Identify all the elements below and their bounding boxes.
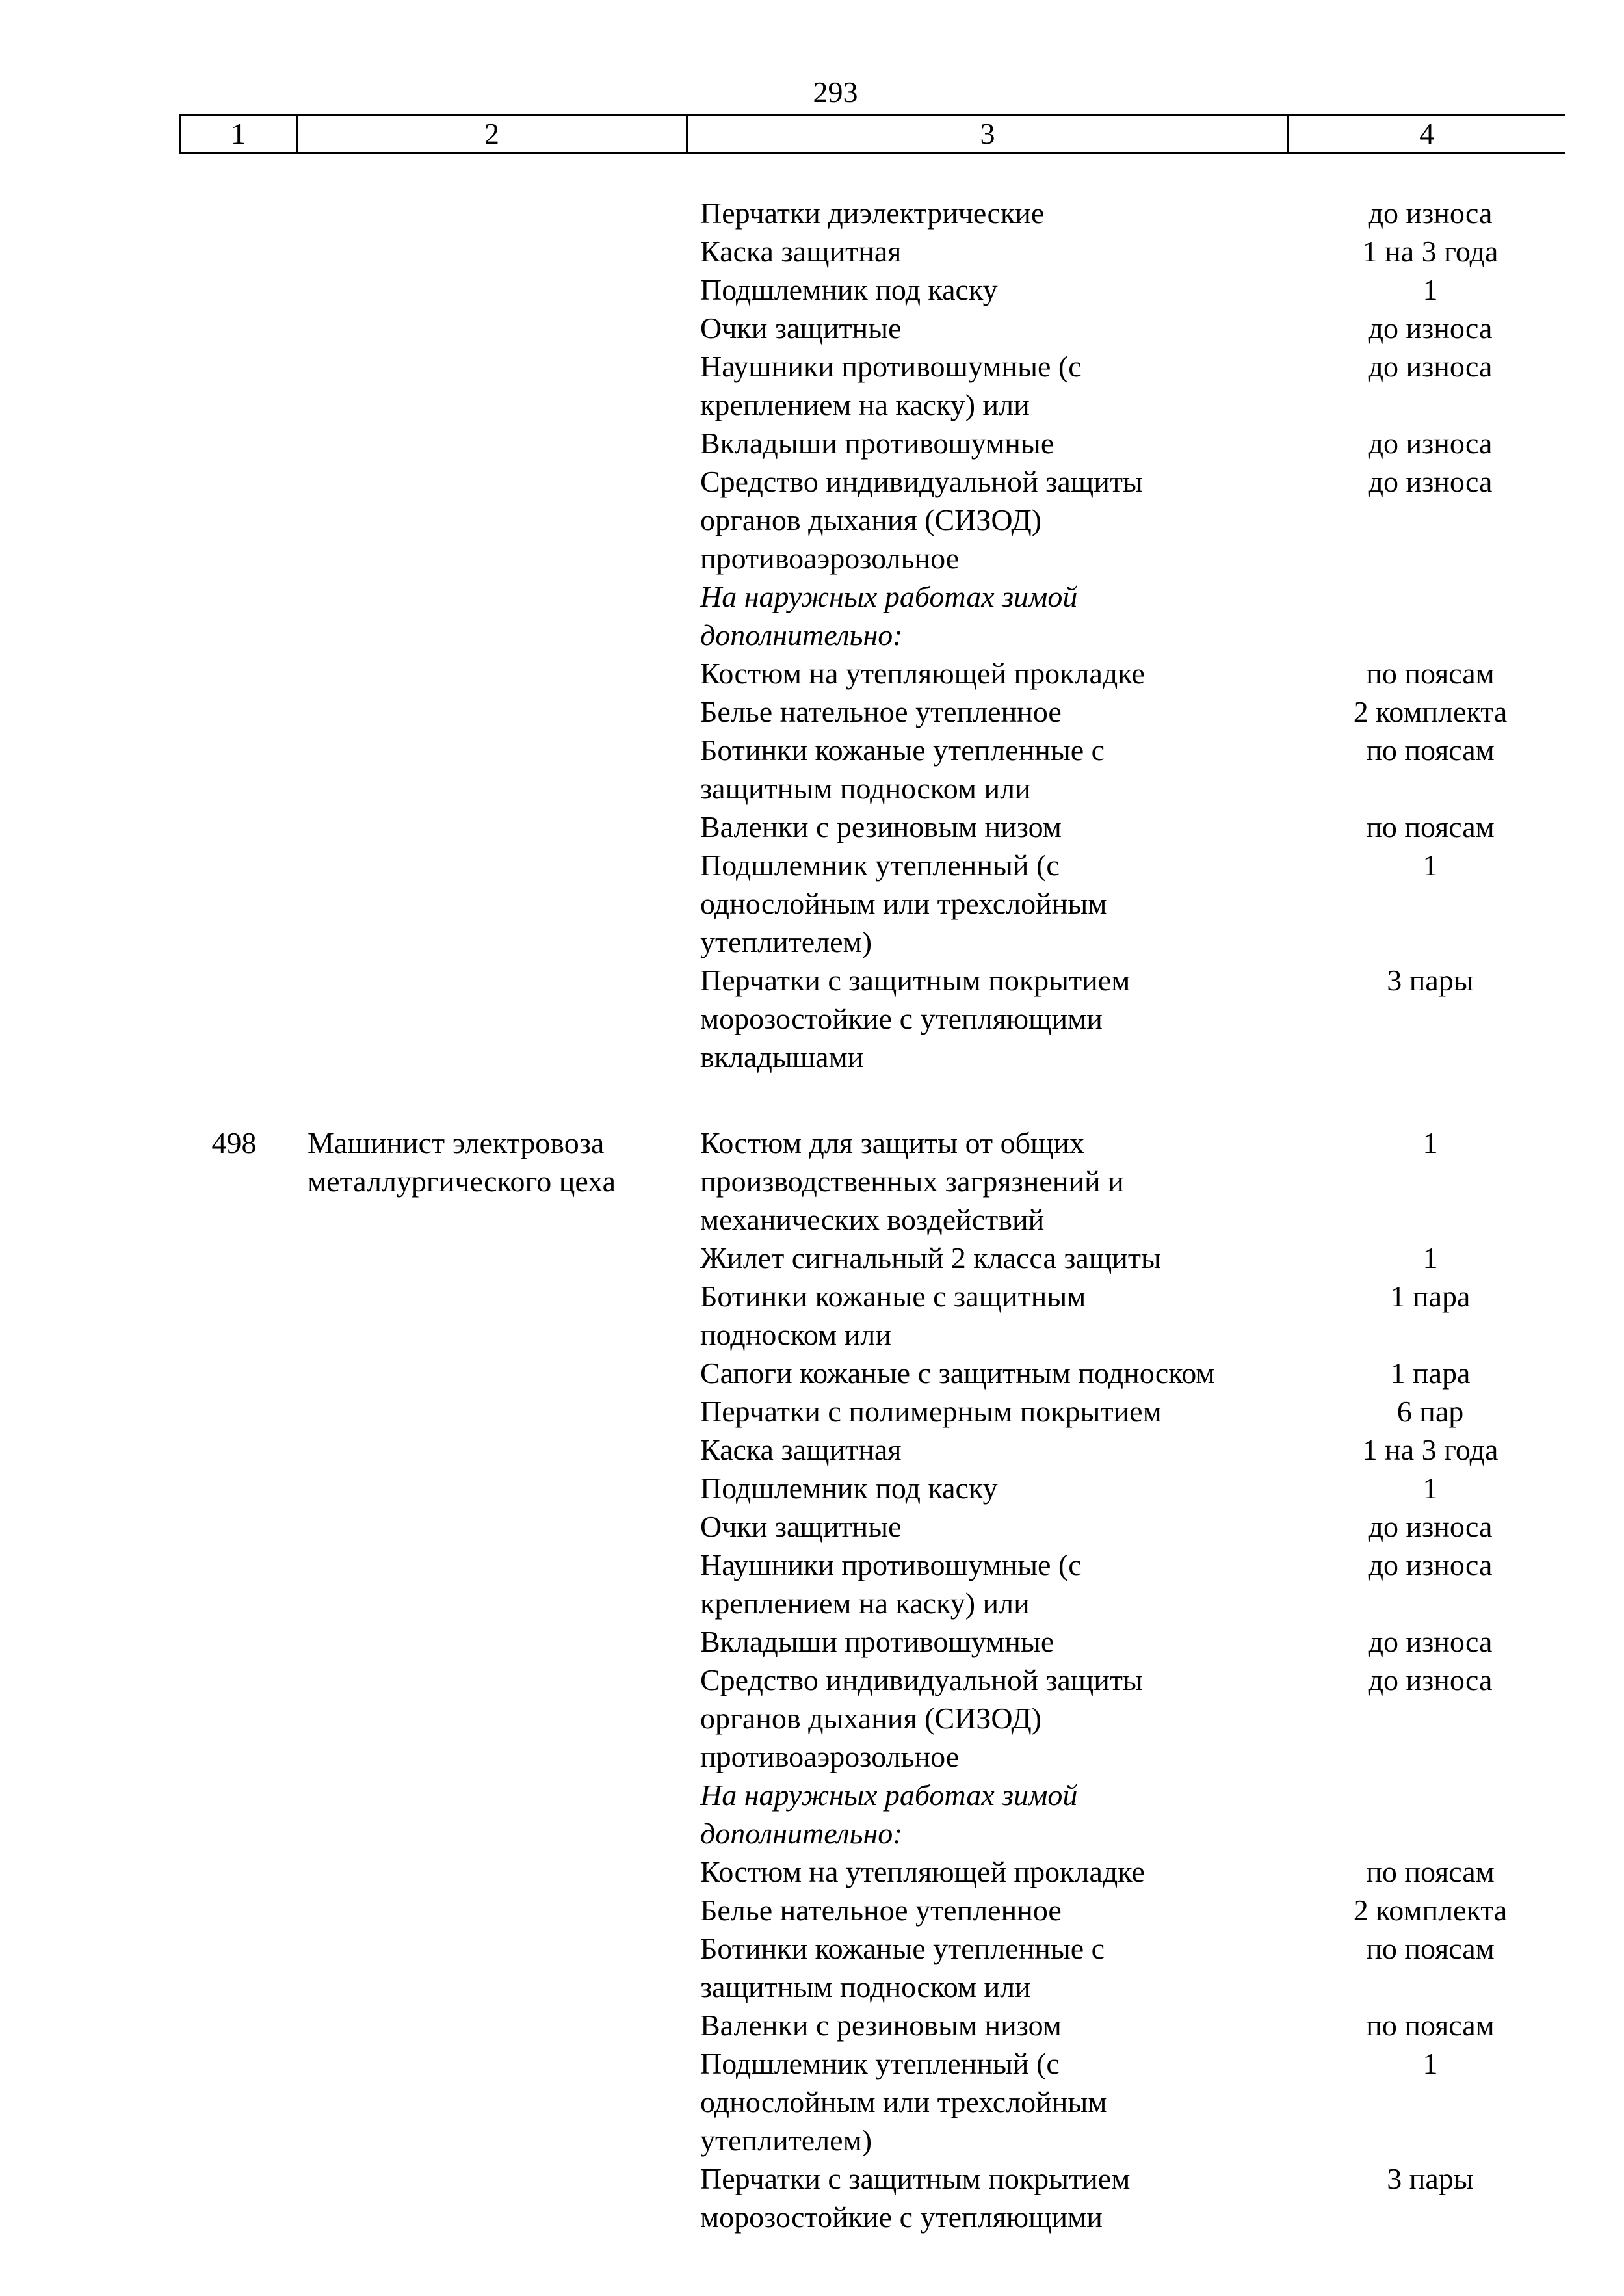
ppe-item-line: На наружных работах зимой bbox=[700, 580, 1078, 613]
ppe-item-name bbox=[700, 1277, 1298, 1354]
ppe-item-line: Очки защитные bbox=[700, 1510, 902, 1543]
ppe-item-line: Наушники противошумные (с bbox=[700, 350, 1082, 383]
ppe-item-line: механических воздействий bbox=[700, 1203, 1045, 1236]
ppe-item-name bbox=[700, 1124, 1298, 1239]
column-header-2: 2 bbox=[297, 115, 687, 153]
ppe-item-line: дополнительно: bbox=[700, 618, 903, 652]
ppe-item-line: Белье нательное утепленное bbox=[700, 1894, 1062, 1927]
ppe-issue-norm: 2 комплекта bbox=[1353, 1894, 1508, 1927]
ppe-item-line: Наушники противошумные (с bbox=[700, 1548, 1082, 1581]
entry-number: 498 bbox=[211, 1126, 257, 1159]
ppe-item-name bbox=[700, 1891, 1298, 1929]
ppe-issue-norm: 1 bbox=[1422, 849, 1438, 882]
ppe-issue-norm: 3 пары bbox=[1387, 2162, 1474, 2195]
ppe-item-line: Костюм для защиты от общих bbox=[700, 1126, 1085, 1159]
ppe-item-name bbox=[700, 2006, 1298, 2044]
ppe-item-line: Средство индивидуальной защиты bbox=[700, 465, 1143, 498]
ppe-item-name bbox=[700, 1507, 1298, 1546]
column-header-4: 4 bbox=[1289, 115, 1565, 153]
ppe-issue-norm: 1 пара bbox=[1390, 1280, 1471, 1313]
ppe-item-name bbox=[700, 654, 1298, 693]
column-header-1: 1 bbox=[180, 115, 297, 153]
ppe-item-name bbox=[700, 1239, 1298, 1277]
ppe-item-line: дополнительно: bbox=[700, 1817, 903, 1850]
ppe-issue-norm: до износа bbox=[1368, 1663, 1493, 1696]
ppe-issue-norm: 1 bbox=[1422, 273, 1438, 306]
ppe-item-line: органов дыхания (СИЗОД) bbox=[700, 1702, 1042, 1735]
ppe-item-name bbox=[700, 424, 1298, 462]
ppe-item-line: Вкладыши противошумные bbox=[700, 427, 1054, 460]
ppe-item-name bbox=[700, 1661, 1298, 1776]
section-subheading bbox=[700, 1776, 1298, 1853]
ppe-issue-norm: по поясам bbox=[1366, 1932, 1495, 1965]
ppe-issue-norm: по поясам bbox=[1366, 810, 1495, 843]
ppe-item-line: Валенки с резиновым низом bbox=[700, 2009, 1062, 2042]
ppe-item-line: однослойным или трехслойным bbox=[700, 2085, 1107, 2118]
ppe-issue-norm: до износа bbox=[1368, 465, 1493, 498]
ppe-issue-norm: 1 на 3 года bbox=[1362, 235, 1499, 268]
ppe-item-line: На наружных работах зимой bbox=[700, 1778, 1078, 1812]
ppe-issue-norm: до износа bbox=[1368, 196, 1493, 230]
ppe-item-line: Подшлемник под каску bbox=[700, 273, 998, 306]
ppe-item-name bbox=[700, 1853, 1298, 1891]
ppe-issue-norm: по поясам bbox=[1366, 733, 1495, 767]
ppe-item-line: Сапоги кожаные с защитным подноском bbox=[700, 1356, 1215, 1390]
ppe-issue-norm: по поясам bbox=[1366, 657, 1495, 690]
ppe-item-line: креплением на каску) или bbox=[700, 1587, 1030, 1620]
ppe-item-name bbox=[700, 731, 1298, 808]
ppe-item-line: противоаэрозольное bbox=[700, 542, 960, 575]
ppe-item-name bbox=[700, 1622, 1298, 1661]
ppe-item-name bbox=[700, 232, 1298, 271]
ppe-item-line: Перчатки с защитным покрытием bbox=[700, 964, 1131, 997]
ppe-issue-norm: 1 bbox=[1422, 2047, 1438, 2080]
ppe-item-name bbox=[700, 1929, 1298, 2006]
ppe-issue-norm: по поясам bbox=[1366, 2009, 1495, 2042]
ppe-issue-norm: до износа bbox=[1368, 350, 1493, 383]
ppe-item-line: защитным подноском или bbox=[700, 772, 1031, 805]
ppe-item-line: морозостойкие с утепляющими bbox=[700, 2200, 1103, 2234]
ppe-item-line: Белье нательное утепленное bbox=[700, 695, 1062, 728]
ppe-item-line: Подшлемник под каску bbox=[700, 1471, 998, 1505]
ppe-item-line: Подшлемник утепленный (с bbox=[700, 849, 1060, 882]
ppe-item-line: вкладышами bbox=[700, 1040, 864, 1074]
ppe-item-name bbox=[700, 1392, 1298, 1431]
ppe-item-name bbox=[700, 961, 1298, 1076]
ppe-item-line: Костюм на утепляющей прокладке bbox=[700, 657, 1145, 690]
ppe-item-line: органов дыхания (СИЗОД) bbox=[700, 503, 1042, 536]
ppe-item-line: Ботинки кожаные с защитным bbox=[700, 1280, 1086, 1313]
job-title-line: Машинист электровоза bbox=[308, 1126, 605, 1159]
ppe-item-line: Перчатки с защитным покрытием bbox=[700, 2162, 1131, 2195]
ppe-issue-norm: до износа bbox=[1368, 1548, 1493, 1581]
ppe-item-name bbox=[700, 2159, 1298, 2236]
ppe-item-line: Средство индивидуальной защиты bbox=[700, 1663, 1143, 1696]
ppe-issue-norm: 3 пары bbox=[1387, 964, 1474, 997]
ppe-item-line: Подшлемник утепленный (с bbox=[700, 2047, 1060, 2080]
ppe-item-line: однослойным или трехслойным bbox=[700, 887, 1107, 920]
ppe-item-line: Каска защитная bbox=[700, 235, 902, 268]
ppe-issue-norm: 1 bbox=[1422, 1471, 1438, 1505]
ppe-item-line: Костюм на утепляющей прокладке bbox=[700, 1855, 1145, 1888]
ppe-item-name bbox=[700, 693, 1298, 731]
ppe-item-name bbox=[700, 271, 1298, 309]
ppe-item-name bbox=[700, 1546, 1298, 1622]
ppe-item-line: морозостойкие с утепляющими bbox=[700, 1002, 1103, 1035]
ppe-item-line: креплением на каску) или bbox=[700, 388, 1030, 421]
ppe-item-line: Каска защитная bbox=[700, 1433, 902, 1466]
ppe-item-line: противоаэрозольное bbox=[700, 1740, 960, 1773]
ppe-item-line: Очки защитные bbox=[700, 311, 902, 345]
ppe-item-name bbox=[700, 1354, 1298, 1392]
section-subheading bbox=[700, 577, 1298, 654]
ppe-item-name bbox=[700, 2044, 1298, 2159]
ppe-item-line: защитным подноском или bbox=[700, 1970, 1031, 2003]
ppe-issue-norm: 6 пар bbox=[1396, 1395, 1464, 1428]
ppe-item-line: Перчатки с полимерным покрытием bbox=[700, 1395, 1162, 1428]
job-title-line: металлургического цеха bbox=[308, 1165, 616, 1198]
ppe-issue-norm: 1 на 3 года bbox=[1362, 1433, 1499, 1466]
ppe-item-line: Ботинки кожаные утепленные с bbox=[700, 733, 1105, 767]
ppe-issue-norm: до износа bbox=[1368, 427, 1493, 460]
ppe-item-line: подноском или bbox=[700, 1318, 891, 1351]
page-number: 293 bbox=[813, 75, 858, 109]
ppe-issue-norm: до износа bbox=[1368, 1625, 1493, 1658]
ppe-item-line: утеплителем) bbox=[700, 2124, 872, 2157]
ppe-item-name bbox=[700, 808, 1298, 846]
column-header-row bbox=[180, 115, 1565, 153]
ppe-item-name bbox=[700, 194, 1298, 232]
ppe-item-name bbox=[700, 1469, 1298, 1507]
ppe-item-name bbox=[700, 309, 1298, 347]
ppe-item-name bbox=[700, 347, 1298, 424]
ppe-item-name bbox=[700, 846, 1298, 961]
ppe-item-line: Перчатки диэлектрические bbox=[700, 196, 1045, 230]
ppe-item-line: Жилет сигнальный 2 класса защиты bbox=[700, 1241, 1161, 1274]
ppe-item-name bbox=[700, 1431, 1298, 1469]
column-header-table bbox=[179, 114, 1565, 154]
ppe-issue-norm: по поясам bbox=[1366, 1855, 1495, 1888]
ppe-issue-norm: 1 пара bbox=[1390, 1356, 1471, 1390]
column-header-3: 3 bbox=[687, 115, 1289, 153]
ppe-item-line: Валенки с резиновым низом bbox=[700, 810, 1062, 843]
ppe-issue-norm: до износа bbox=[1368, 311, 1493, 345]
ppe-item-line: утеплителем) bbox=[700, 925, 872, 958]
ppe-item-name bbox=[700, 462, 1298, 577]
ppe-issue-norm: 2 комплекта bbox=[1353, 695, 1508, 728]
job-title bbox=[308, 1124, 672, 1200]
ppe-item-line: производственных загрязнений и bbox=[700, 1165, 1124, 1198]
ppe-issue-norm: 1 bbox=[1422, 1126, 1438, 1159]
ppe-issue-norm: 1 bbox=[1422, 1241, 1438, 1274]
ppe-item-line: Вкладыши противошумные bbox=[700, 1625, 1054, 1658]
ppe-item-line: Ботинки кожаные утепленные с bbox=[700, 1932, 1105, 1965]
ppe-issue-norm: до износа bbox=[1368, 1510, 1493, 1543]
